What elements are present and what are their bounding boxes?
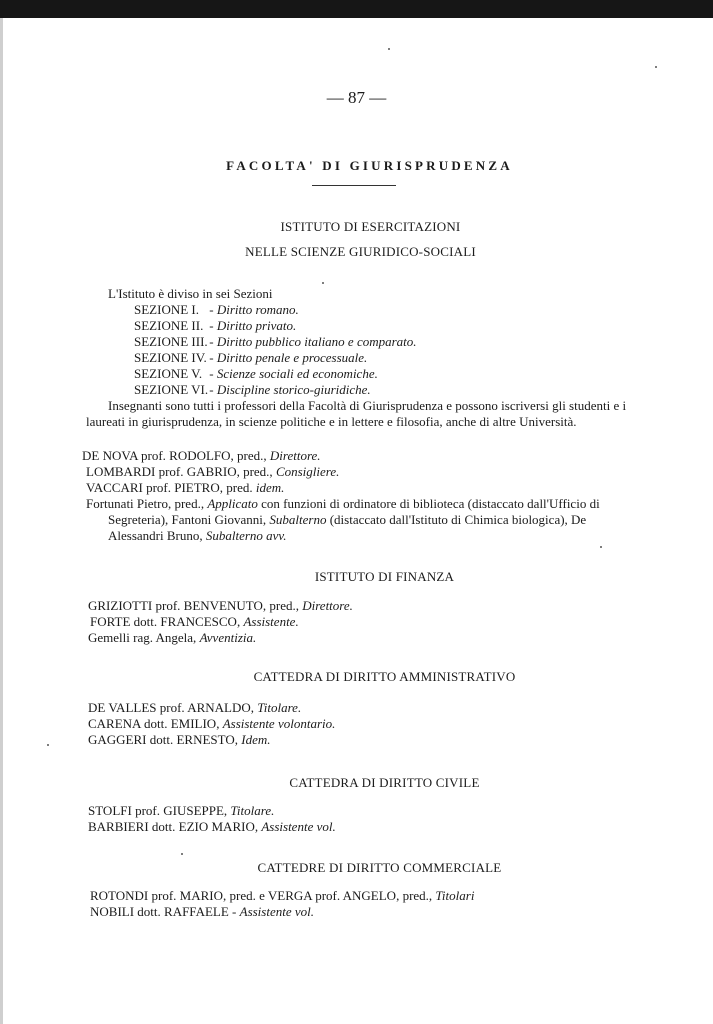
staff-name: GAGGERI dott. ERNESTO, — [88, 732, 238, 747]
other-staff-paragraph — [86, 496, 631, 544]
sezione-label: SEZIONE VI. — [134, 382, 209, 397]
staff-role: Consigliere. — [275, 464, 340, 479]
sezione-row: SEZIONE VI. - Discipline storico-giuridiche. — [134, 382, 371, 397]
sezione-name: Diritto privato. — [216, 318, 297, 333]
staff-name: VACCARI prof. PIETRO, pred. — [86, 480, 253, 495]
sezione-name: Diritto penale e processuale. — [216, 350, 368, 365]
sezione-row: SEZIONE II. - Diritto privato. — [134, 318, 297, 333]
staff-name: GRIZIOTTI prof. BENVENUTO, pred., — [88, 598, 299, 613]
staff-name: FORTE dott. FRANCESCO, — [90, 614, 241, 629]
staff-role: Assistente vol. — [261, 819, 336, 834]
staff-entry — [90, 614, 299, 630]
sezione-row: SEZIONE V. - Scienze sociali ed economiche. — [134, 366, 378, 381]
other-staff-text-1: Fortunati Pietro, pred., — [86, 496, 205, 511]
sezione-row: SEZIONE I. - Diritto romano. — [134, 302, 299, 317]
staff-name: DE VALLES prof. ARNALDO, — [88, 700, 254, 715]
staff-role: idem. — [255, 480, 285, 495]
staff-role: Assistente. — [243, 614, 299, 629]
staff-name: ROTONDI prof. MARIO, pred. e VERGA prof. ANGELO, pred., — [90, 888, 433, 903]
sezione-label: SEZIONE IV. — [134, 350, 207, 365]
staff-role: Idem. — [241, 732, 271, 747]
sezione-name: Discipline storico-giuridiche. — [216, 382, 371, 397]
section-heading-amministrativo: CATTEDRA DI DIRITTO AMMINISTRATIVO — [253, 669, 516, 684]
staff-entry — [88, 819, 336, 835]
staff-name: NOBILI dott. RAFFAELE - — [90, 904, 237, 919]
staff-entry — [88, 700, 301, 716]
sezione-label: SEZIONE I. — [134, 302, 199, 317]
faculty-title: FACOLTA' DI GIURISPRUDENZA — [226, 158, 513, 173]
other-staff-role-3: Subalterno avv. — [205, 528, 287, 543]
sezione-row: SEZIONE III. - Diritto pubblico italiano e comparato. — [134, 334, 417, 349]
staff-entry — [88, 732, 270, 748]
staff-entry — [86, 480, 284, 496]
other-staff-role-1: Applicato — [207, 496, 258, 511]
sezione-name: Diritto romano. — [216, 302, 299, 317]
staff-role: Titolare. — [257, 700, 302, 715]
staff-role: Direttore. — [302, 598, 353, 613]
staff-role: Titolari — [435, 888, 475, 903]
staff-entry — [86, 464, 339, 480]
sezione-label: SEZIONE II. — [134, 318, 204, 333]
staff-entry — [88, 716, 335, 732]
scan-speck — [47, 744, 49, 746]
staff-role: Assistente volontario. — [222, 716, 336, 731]
scan-speck — [655, 66, 657, 68]
staff-name: DE NOVA prof. RODOLFO, pred., — [82, 448, 267, 463]
scan-speck — [388, 48, 390, 50]
section-heading-commerciale: CATTEDRE DI DIRITTO COMMERCIALE — [257, 860, 502, 875]
sezione-label: SEZIONE III. — [134, 334, 208, 349]
staff-entry — [90, 888, 474, 904]
sezione-name: Scienze sociali ed economiche. — [216, 366, 378, 381]
istituto-intro: L'Istituto è diviso in sei Sezioni — [108, 286, 273, 301]
staff-entry — [90, 904, 314, 920]
title-underline — [312, 185, 396, 186]
staff-role: Avventizia. — [199, 630, 257, 645]
staff-name: LOMBARDI prof. GABRIO, pred., — [86, 464, 273, 479]
scan-speck — [600, 546, 602, 548]
other-staff-text-2: con funzioni di ordinatore di biblioteca (distaccato dall'Ufficio di Segreteria), Fantoni Giovanni, — [108, 496, 600, 527]
staff-role: Assistente vol. — [239, 904, 315, 919]
page-number: — 87 — — [326, 88, 387, 107]
staff-name: CARENA dott. EMILIO, — [88, 716, 220, 731]
staff-role: Direttore. — [269, 448, 321, 463]
staff-name: STOLFI prof. GIUSEPPE, — [88, 803, 228, 818]
sezione-label: SEZIONE V. — [134, 366, 203, 381]
section-heading-esercitazioni-sub: NELLE SCIENZE GIURIDICO-SOCIALI — [245, 244, 476, 259]
section-heading-finanza: ISTITUTO DI FINANZA — [314, 569, 455, 584]
insegnanti-paragraph — [86, 398, 646, 430]
sezione-name: Diritto pubblico italiano e comparato. — [216, 334, 417, 349]
sezione-row: SEZIONE IV. - Diritto penale e processuale. — [134, 350, 368, 365]
staff-name: BARBIERI dott. EZIO MARIO, — [88, 819, 259, 834]
scan-speck — [322, 282, 324, 284]
staff-entry — [88, 630, 256, 646]
other-staff-role-2: Subalterno — [269, 512, 327, 527]
section-heading-civile: CATTEDRA DI DIRITTO CIVILE — [289, 775, 480, 790]
section-heading-esercitazioni: ISTITUTO DI ESERCITAZIONI — [280, 219, 461, 234]
staff-entry — [88, 598, 353, 614]
insegnanti-text: Insegnanti sono tutti i professori della Facoltà di Giurisprudenza e possono iscriversi gli studenti e i laureati in giurisprudenza, in scienze politiche e in lettere e filosofia, anche di altre Università. — [86, 398, 627, 429]
staff-role: Titolare. — [230, 803, 275, 818]
staff-entry — [82, 448, 321, 464]
staff-entry — [88, 803, 274, 819]
scan-speck — [181, 853, 183, 855]
staff-name: Gemelli rag. Angela, — [88, 630, 197, 645]
other-staff-text-3: (distaccato dall'Istituto di Chimica biologica), De Alessandri Bruno, — [108, 512, 587, 543]
